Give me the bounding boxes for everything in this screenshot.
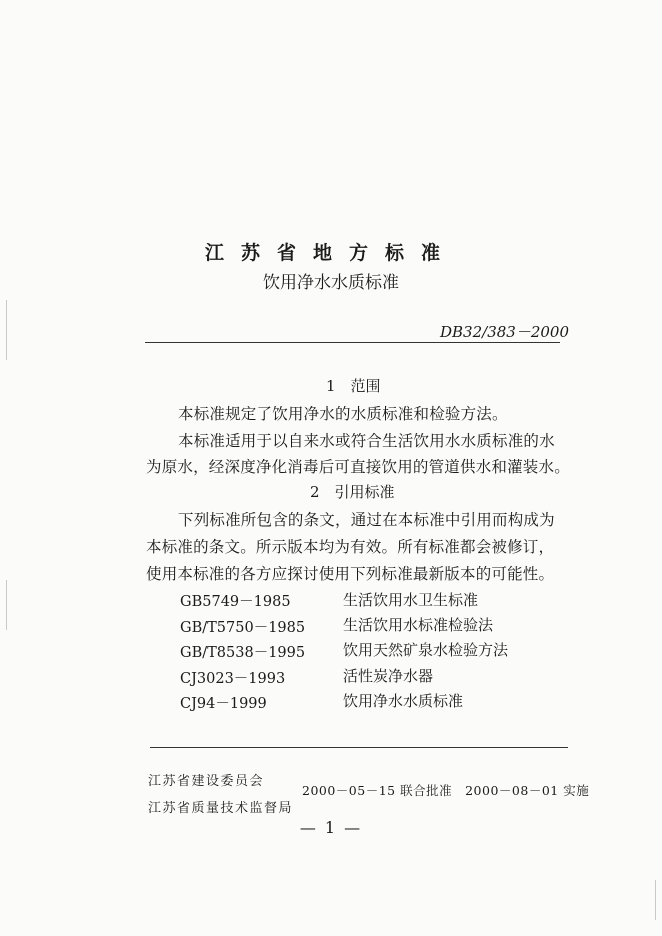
page-number: — 1 — bbox=[299, 818, 363, 837]
standard-code: DB32/383－2000 bbox=[440, 323, 569, 341]
issuer-construction-commission: 江苏省建设委员会 bbox=[148, 774, 265, 789]
paragraph-line: 本标准的条文。所示版本均为有效。所有标准都会被修订， bbox=[146, 538, 555, 556]
reference-title: 生活饮用水标准检验法 bbox=[343, 616, 494, 634]
reference-title: 活性炭净水器 bbox=[343, 667, 434, 685]
reference-code: CJ94－1999 bbox=[180, 696, 267, 712]
section-heading-references: 2 引用标准 bbox=[310, 483, 395, 501]
scan-artifact bbox=[6, 300, 7, 360]
reference-title: 饮用天然矿泉水检验方法 bbox=[343, 641, 509, 659]
reference-code: GB5749－1985 bbox=[180, 594, 291, 610]
paragraph-line: 为原水，经深度净化消毒后可直接饮用的管道供水和灌装水。 bbox=[146, 458, 570, 476]
document-subtitle: 饮用净水水质标准 bbox=[263, 273, 399, 293]
paragraph-line: 本标准规定了饮用净水的水质标准和检验方法。 bbox=[178, 405, 508, 423]
footer-rule bbox=[150, 747, 568, 748]
scan-artifact bbox=[655, 880, 656, 920]
reference-code: GB/T5750－1985 bbox=[180, 620, 306, 636]
paragraph-line: 使用本标准的各方应探讨使用下列标准最新版本的可能性。 bbox=[146, 565, 555, 583]
reference-title: 饮用净水水质标准 bbox=[343, 692, 464, 710]
reference-code: GB/T8538－1995 bbox=[180, 645, 306, 661]
paragraph-line: 下列标准所包含的条文，通过在本标准中引用而构成为 bbox=[178, 511, 555, 529]
section-heading-scope: 1 范围 bbox=[326, 377, 381, 395]
reference-title: 生活饮用水卫生标准 bbox=[343, 591, 479, 609]
scan-artifact bbox=[6, 580, 7, 630]
paragraph-line: 本标准适用于以自来水或符合生活饮用水水质标准的水 bbox=[178, 432, 555, 450]
approval-dates: 2000－05－15 联合批准 2000－08－01 实施 bbox=[302, 783, 590, 798]
reference-code: CJ3023－1993 bbox=[180, 671, 286, 687]
issuer-quality-bureau: 江苏省质量技术监督局 bbox=[148, 801, 294, 816]
header-rule bbox=[145, 342, 560, 343]
document-title: 江苏省地方标准 bbox=[204, 242, 457, 264]
